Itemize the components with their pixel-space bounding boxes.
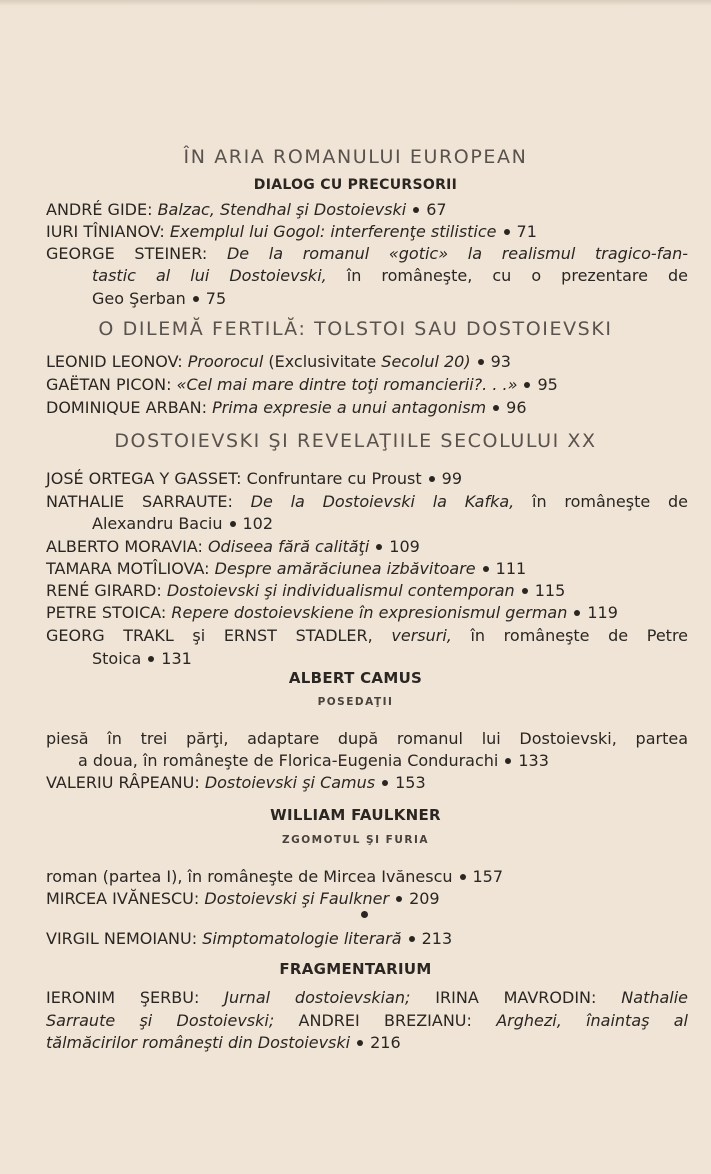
toc-entry-fragmentarium-1: IERONIM ŞERBU: Jurnal dostoievskian; IRINA MAVRODIN: Nathalie xyxy=(46,988,689,1007)
bullet-icon xyxy=(504,229,510,235)
toc-entry-steiner-end: Geo Şerban 75 xyxy=(92,289,227,308)
bullet-icon xyxy=(524,382,530,388)
toc-entry-picon: GAËTAN PICON: «Cel mai mare dintre toţi romancierii?. . .» 95 xyxy=(46,375,558,394)
toc-entry-arban: DOMINIQUE ARBAN: Prima expresie a unui antagonism 96 xyxy=(46,398,527,417)
toc-entry-steiner: GEORGE STEINER: De la romanul «gotic» la realismul tragico-fan- xyxy=(46,244,688,263)
bullet-icon xyxy=(148,656,154,662)
page-top-edge xyxy=(0,0,711,6)
toc-entry-moravia: ALBERTO MORAVIA: Odiseea fără calităţi 109 xyxy=(46,537,420,556)
toc-entry-motiliova: TAMARA MOTÎLIOVA: Despre amărăciunea izbăvitoare 111 xyxy=(46,559,527,578)
bullet-icon xyxy=(483,566,489,572)
section-heading-european-novel: ÎN ARIA ROMANULUI EUROPEAN xyxy=(183,146,528,168)
author-heading-faulkner: WILLIAM FAULKNER xyxy=(270,806,441,824)
toc-entry-stoica: PETRE STOICA: Repere dostoievskiene în expresionismul german 119 xyxy=(46,603,618,622)
toc-entry-girard: RENÉ GIRARD: Dostoievski şi individualismul contemporan 115 xyxy=(46,581,566,600)
toc-entry-steiner-cont: tastic al lui Dostoievski, în româneşte, cu o prezentare de xyxy=(92,266,688,285)
section-heading-fertile-dilemma: O DILEMĂ FERTILĂ: TOLSTOI SAU DOSTOIEVSKI xyxy=(98,318,613,340)
bullet-icon xyxy=(429,476,435,482)
section-heading-fragmentarium: FRAGMENTARIUM xyxy=(279,960,432,978)
separator-bullet-icon xyxy=(361,911,368,918)
bullet-icon xyxy=(493,405,499,411)
toc-entry-rapeanu: VALERIU RÂPEANU: Dostoievski şi Camus 153 xyxy=(46,773,426,792)
bullet-icon xyxy=(574,610,580,616)
bullet-icon xyxy=(230,521,236,527)
work-heading-zgomotul: ZGOMOTUL ŞI FURIA xyxy=(281,834,429,846)
toc-entry-tinianov: IURI TÎNIANOV: Exemplul lui Gogol: interferenţe stilistice 71 xyxy=(46,222,537,241)
bullet-icon xyxy=(396,896,402,902)
toc-entry-fragmentarium-3: tălmăcirilor româneşti din Dostoievski 216 xyxy=(46,1033,401,1052)
toc-entry-camus-desc: piesă în trei părţi, adaptare după romanul lui Dostoievski, partea xyxy=(46,729,688,748)
bullet-icon xyxy=(413,207,419,213)
bullet-icon xyxy=(478,359,484,365)
bullet-icon xyxy=(505,758,511,764)
bullet-icon xyxy=(409,936,415,942)
bullet-icon xyxy=(193,296,199,302)
subsection-heading-precursors: DIALOG CU PRECURSORII xyxy=(253,177,458,193)
author-heading-camus: ALBERT CAMUS xyxy=(288,669,423,687)
bullet-icon xyxy=(357,1040,363,1046)
toc-entry-gide: ANDRÉ GIDE: Balzac, Stendhal şi Dostoievski 67 xyxy=(46,200,447,219)
toc-entry-ivanescu: MIRCEA IVĂNESCU: Dostoievski şi Faulkner 209 xyxy=(46,889,440,908)
toc-entry-faulkner-desc: roman (partea I), în româneşte de Mircea Ivănescu 157 xyxy=(46,867,504,886)
toc-entry-trakl: GEORG TRAKL şi ERNST STADLER, versuri, în româneşte de Petre xyxy=(46,626,689,645)
toc-entry-leonov: LEONID LEONOV: Proorocul (Exclusivitate Secolul 20) 93 xyxy=(46,352,511,371)
work-heading-posedatii: POSEDAŢII xyxy=(317,696,394,708)
section-heading-revelations: DOSTOIEVSKI ŞI REVELAŢIILE SECOLULUI XX xyxy=(114,430,597,452)
toc-entry-sarraute: NATHALIE SARRAUTE: De la Dostoievski la Kafka, în româneşte de xyxy=(46,492,688,511)
toc-entry-fragmentarium-2: Sarraute şi Dostoievski; ANDREI BREZIANU: Arghezi, înaintaş al xyxy=(46,1011,689,1030)
bullet-icon xyxy=(460,874,466,880)
toc-entry-trakl-end: Stoica 131 xyxy=(92,649,192,668)
toc-entry-camus-desc-end: a doua, în româneşte de Florica-Eugenia Condurachi 133 xyxy=(78,751,549,770)
toc-entry-nemoianu: VIRGIL NEMOIANU: Simptomatologie literară 213 xyxy=(46,929,453,948)
toc-entry-ortega: JOSÉ ORTEGA Y GASSET: Confruntare cu Proust 99 xyxy=(46,469,462,488)
bullet-icon xyxy=(376,544,382,550)
bullet-icon xyxy=(522,588,528,594)
toc-entry-sarraute-end: Alexandru Baciu 102 xyxy=(92,514,274,533)
bullet-icon xyxy=(382,780,388,786)
